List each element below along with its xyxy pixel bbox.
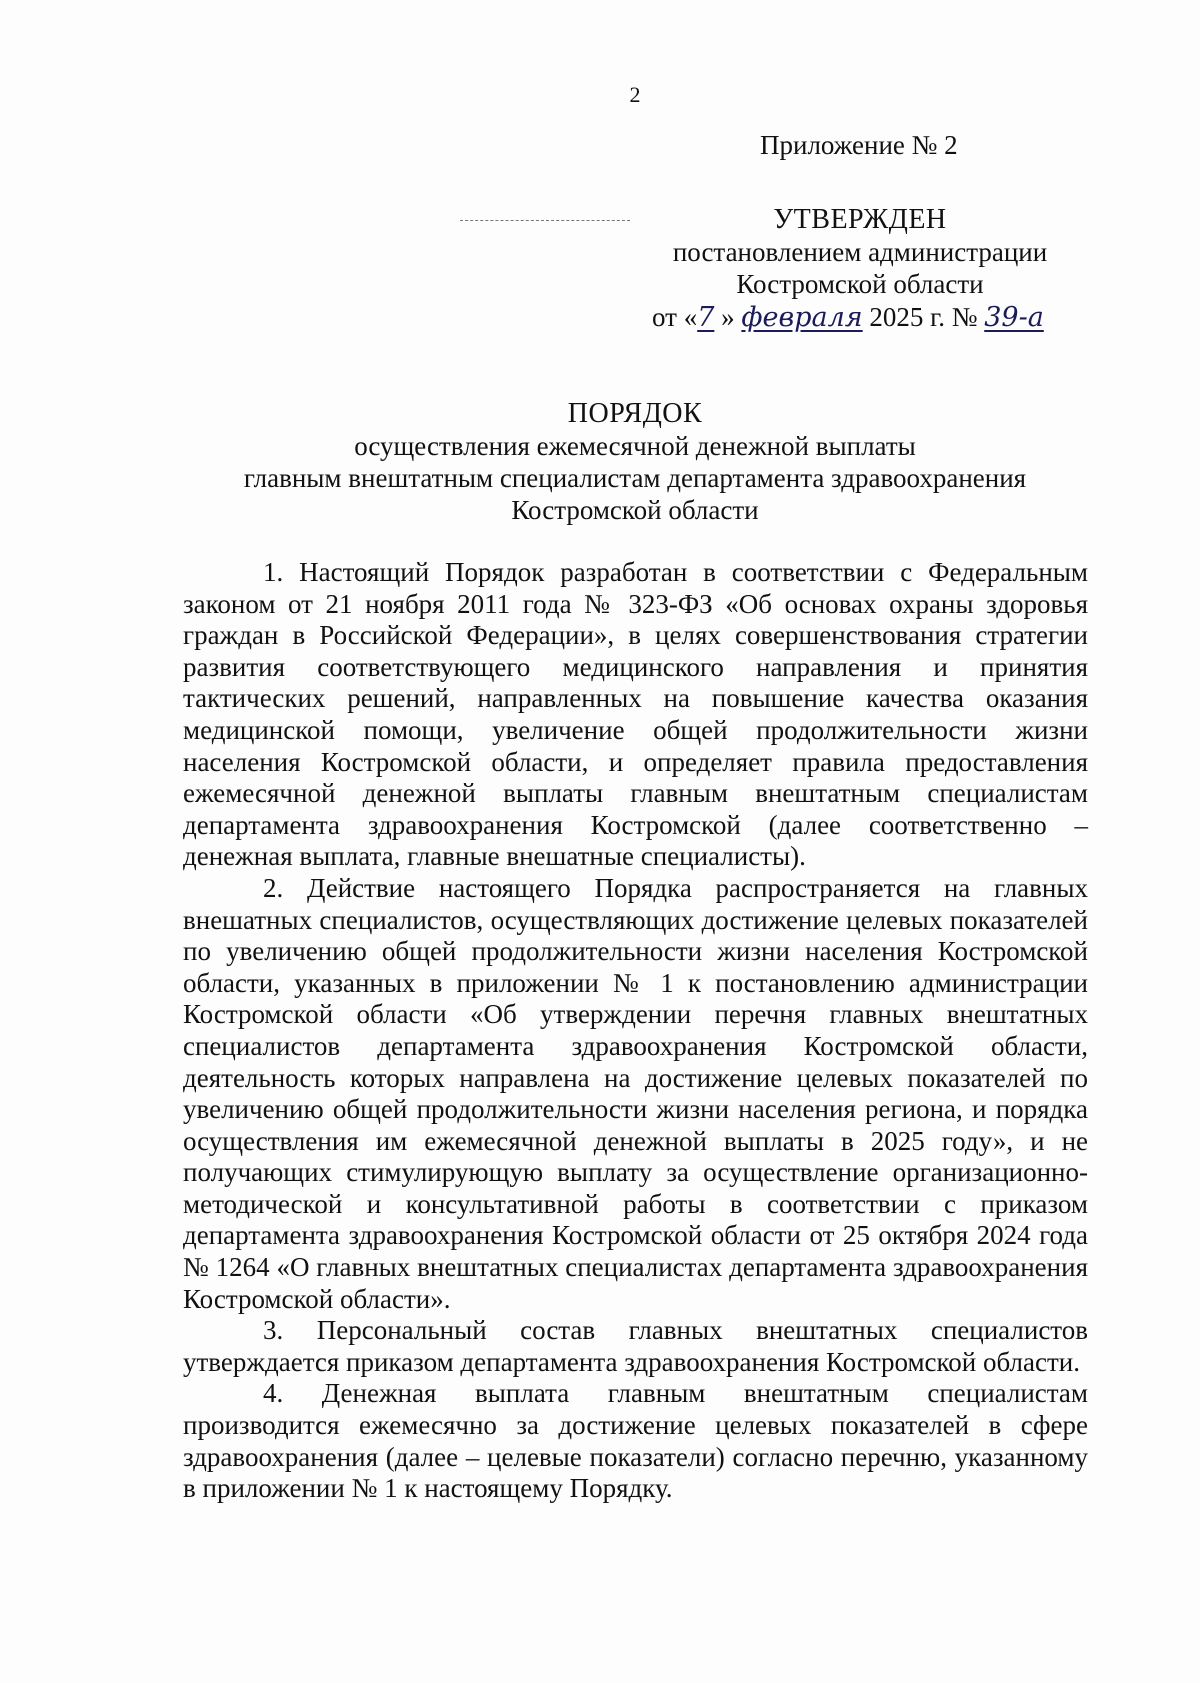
page-number: 2 [629, 82, 641, 107]
approval-block [640, 204, 1080, 300]
date-year: 2025 г. № [869, 302, 978, 332]
appendix-label: Приложение № 2 [760, 130, 958, 160]
date-mid: » [721, 302, 735, 332]
decree-number-handwritten: 39-а [984, 302, 1044, 333]
paragraph-1: 1. Настоящий Порядок разработан в соответствии с Федеральным законом от 21 ноября 2011 года № 323-ФЗ «Об основах охраны здоровья граждан в Российской Федерации», в целях совершенствования стратегии развития соответствующего медицинского направления и принятия тактических решений, направленных на повышение качества оказания медицинской помощи, увеличение общей продолжительности жизни населения Костромской области, и определяет правила предоставления ежемесячной денежной выплаты главным внештатным специалистам департамента здравоохранения Костромской (далее соответственно – денежная выплата, главные внешатные специалисты). [183, 557, 1088, 872]
document-title [150, 398, 1120, 526]
title-line3: Костромской области [511, 495, 759, 525]
paragraph-4: 4. Денежная выплата главным внештатным специалистам производится ежемесячно за достижение целевых показателей в сфере здравоохранения (далее – целевые показатели) согласно перечню, указанному в приложении № 1 к настоящему Порядку. [183, 1378, 1088, 1504]
divider [460, 220, 630, 221]
date-day-handwritten: 7 [697, 302, 715, 333]
paragraph-3: 3. Персональный состав главных внештатных специалистов утверждается приказом департамента здравоохранения Костромской области. [183, 1315, 1088, 1377]
decree-date-line [652, 302, 1044, 333]
title-line1: осуществления ежемесячной денежной выплаты [354, 431, 916, 461]
date-month-handwritten: февраля [741, 302, 863, 333]
approved-heading: УТВЕРЖДЕН [773, 204, 947, 235]
title-main: ПОРЯДОК [567, 398, 703, 429]
approved-by-line1: постановлением администрации [672, 237, 1048, 267]
document-body [183, 557, 1088, 1505]
paragraph-2: 2. Действие настоящего Порядка распространяется на главных внешатных специалистов, осуществляющих достижение целевых показателей по увеличению общей продолжительности жизни населения Костромской области, указанных в приложении № 1 к постановлению администрации Костромской области «Об утверждении перечня главных внештатных специалистов департамента здравоохранения Костромской области, деятельность которых направлена на достижение целевых показателей по увеличению общей продолжительности жизни населения региона, и порядка осуществления им ежемесячной денежной выплаты в 2025 году», и не получающих стимулирующую выплату за осуществление организационно-методической и консультативной работы в соответствии с приказом департамента здравоохранения Костромской области от 25 октября 2024 года № 1264 «О главных внештатных специалистах департамента здравоохранения Костромской области». [183, 872, 1088, 1314]
approved-by-line2: Костромской области [736, 269, 984, 299]
title-line2: главным внештатным специалистам департамента здравоохранения [243, 463, 1027, 493]
date-prefix: от « [652, 302, 698, 332]
